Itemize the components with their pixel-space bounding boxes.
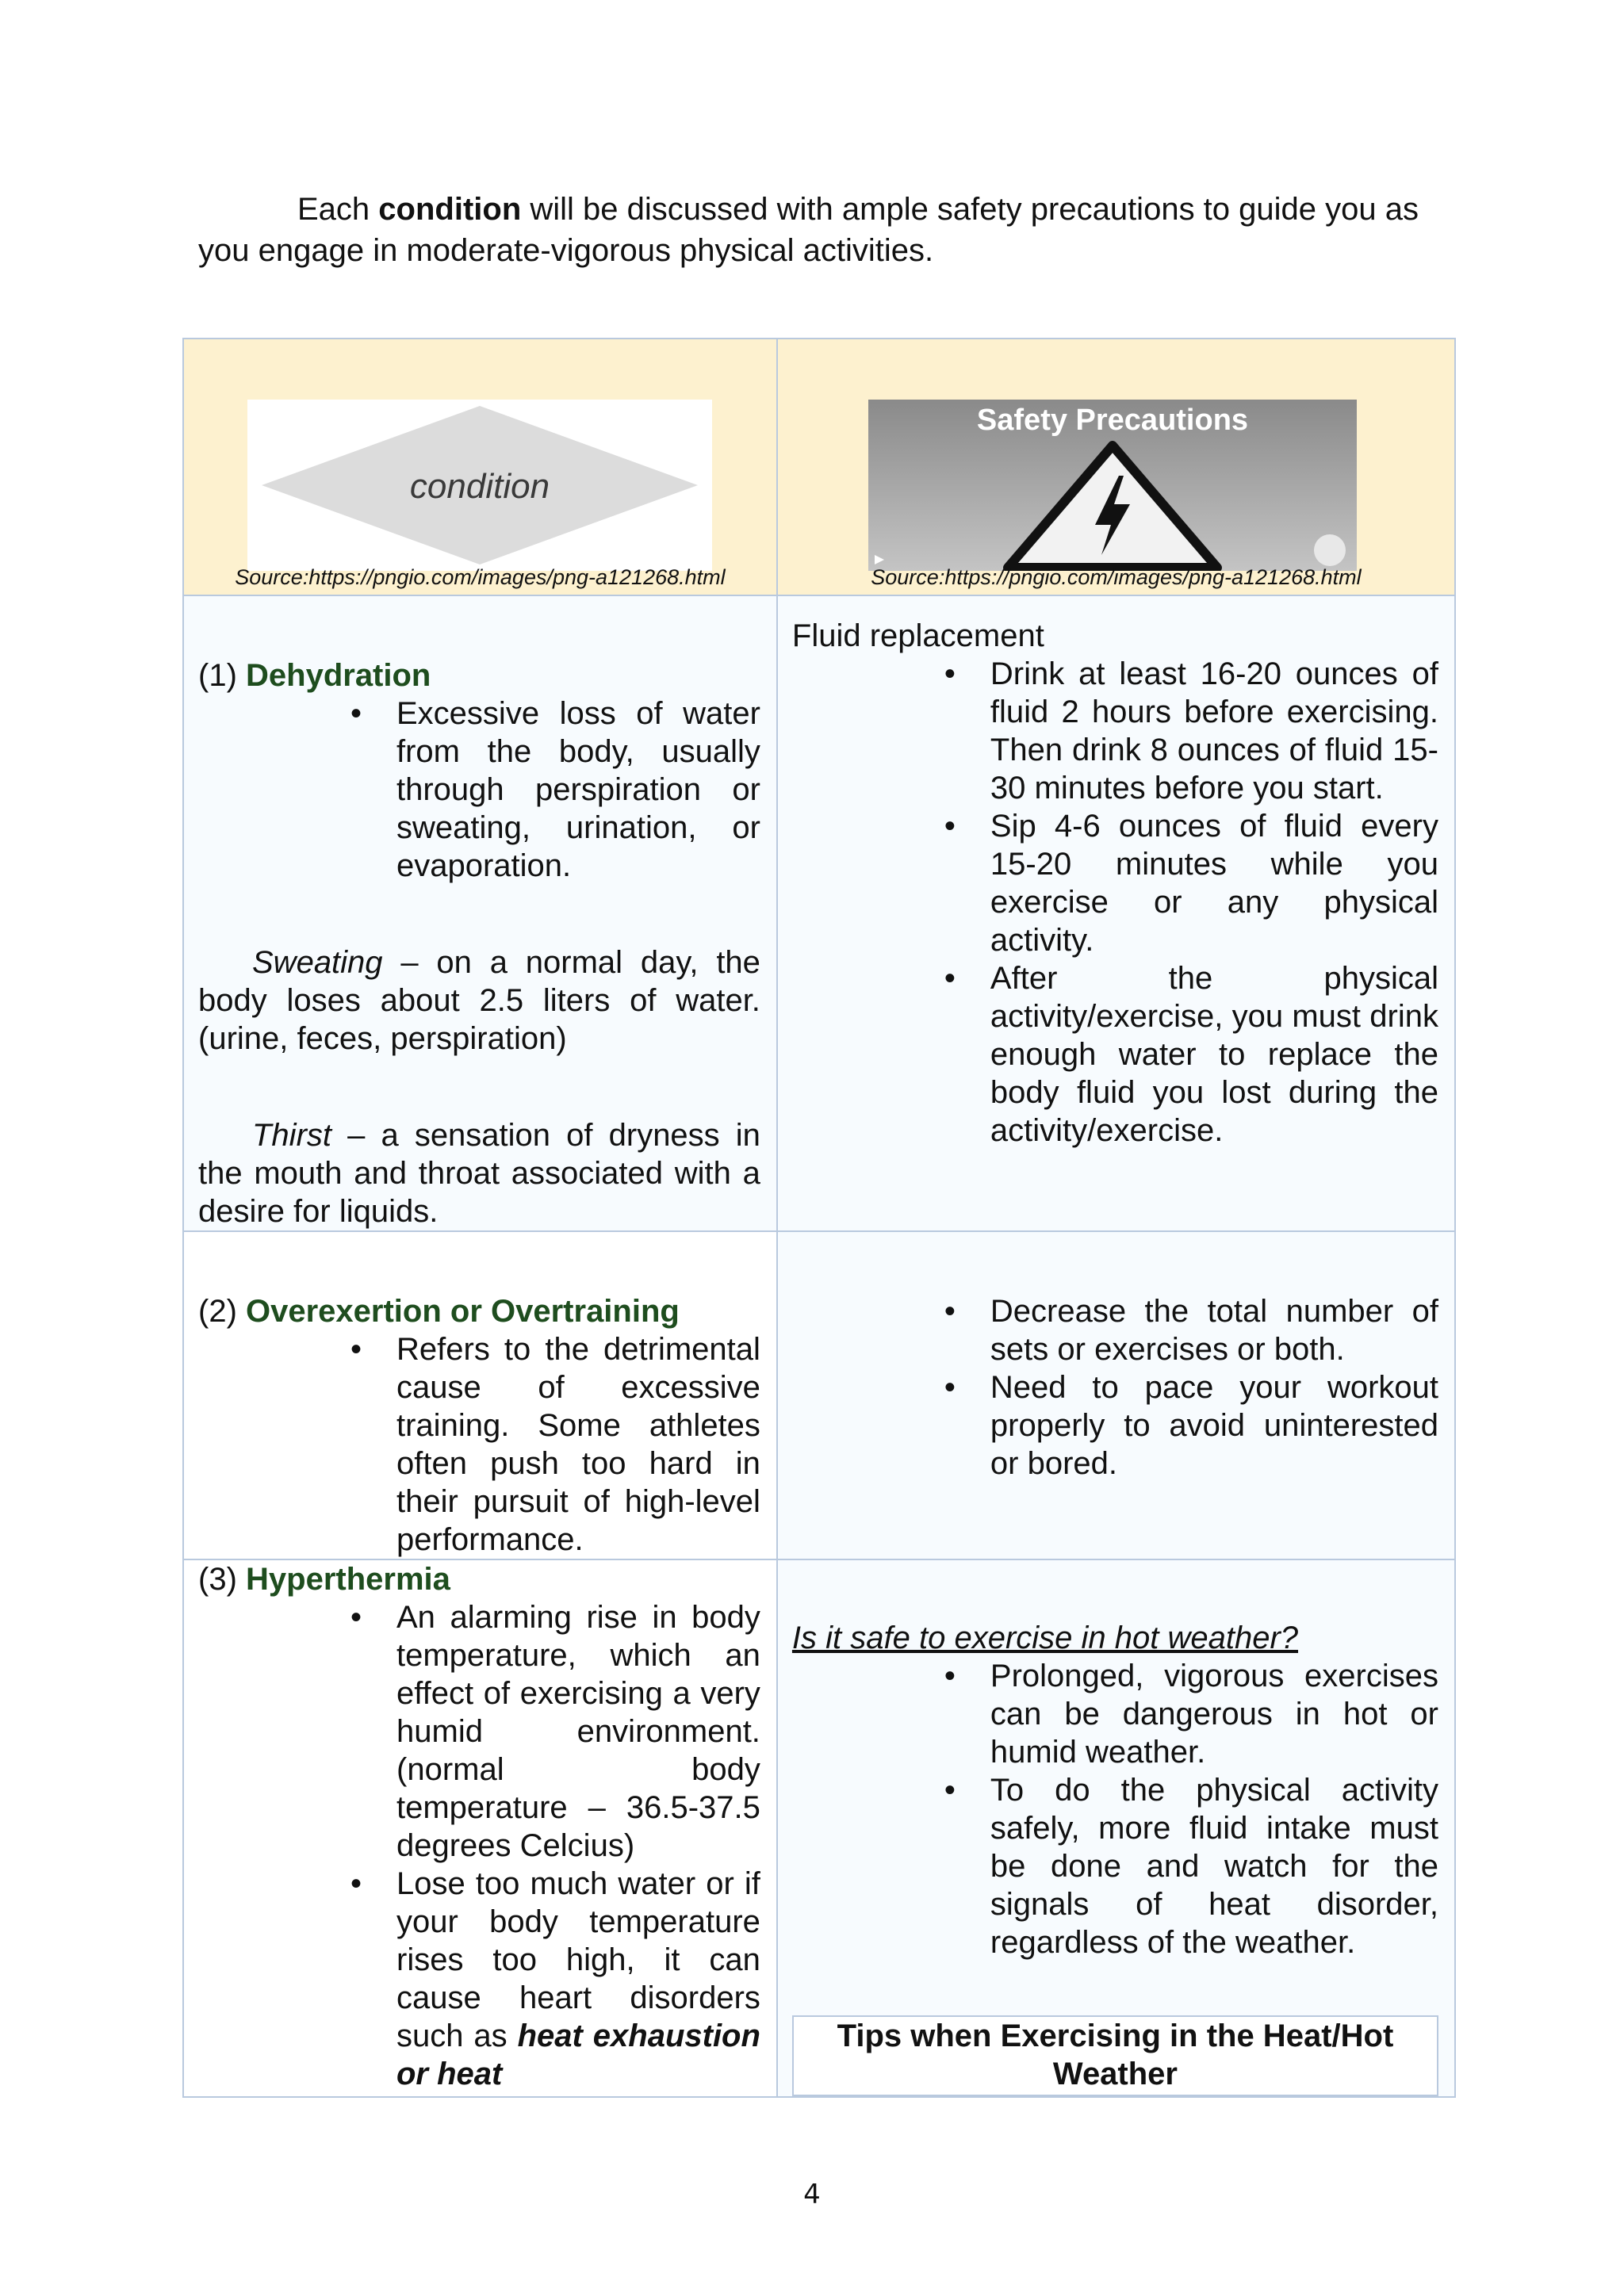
overexertion-cell bbox=[183, 1231, 777, 1559]
safety-header-cell bbox=[777, 339, 1455, 595]
list-item: • Need to pace your workout properly to avoid uninterested or bored. bbox=[990, 1368, 1438, 1483]
thirst-paragraph: Thirst – a sensation of dryness in the mouth and throat associated with a desire for liquids. bbox=[198, 1118, 760, 1229]
condition-header-cell bbox=[183, 339, 777, 595]
hyperthermia-bullets bbox=[396, 1598, 760, 2093]
list-item: • Refers to the detrimental cause of excessive training. Some athletes often push too hard in their pursuit of high-level performance. bbox=[396, 1330, 760, 1559]
left-source-caption: Source:https://pngio.com/images/png-a121268.html bbox=[235, 565, 726, 589]
intro-bold-word: condition bbox=[378, 192, 522, 227]
hot-weather-cell bbox=[777, 1559, 1455, 2097]
list-item: • Sip 4-6 ounces of fluid every 15-20 minutes while you exercise or any physical activity. bbox=[990, 807, 1438, 959]
hot-weather-question: Is it safe to exercise in hot weather? bbox=[791, 1621, 1299, 1655]
right-source-caption: Source:https://pngio.com/images/png-a121268.html bbox=[871, 565, 1362, 589]
overexertion-precautions-cell bbox=[777, 1231, 1455, 1559]
conditions-table bbox=[182, 338, 1456, 2098]
intro-before: Each bbox=[297, 192, 379, 227]
hot-weather-bullets bbox=[990, 1657, 1438, 1961]
list-item: • To do the physical activity safely, more fluid intake must be done and watch for the signals of heat disorder, regardless of the weather. bbox=[990, 1771, 1438, 1961]
table-header-row bbox=[183, 339, 1455, 595]
intro-after: will be discussed with ample safety precautions to guide you as you engage in moderate-vigorous physical activities. bbox=[198, 192, 1419, 268]
condition-diamond-image bbox=[247, 400, 712, 571]
intro-paragraph bbox=[198, 189, 1419, 271]
fluid-replacement-bullets bbox=[990, 655, 1438, 1150]
dehydration-bullets bbox=[396, 695, 760, 885]
safety-precautions-image bbox=[868, 400, 1357, 571]
dehydration-cell bbox=[183, 595, 777, 1231]
safety-image-label: Safety Precautions bbox=[976, 404, 1248, 437]
list-item: • Drink at least 16-20 ounces of fluid 2 hours before exercising. Then drink 8 ounces of fluid 15-30 minutes before you start. bbox=[990, 655, 1438, 807]
thirst-term: Thirst bbox=[252, 1118, 331, 1153]
dehydration-row bbox=[183, 595, 1455, 1231]
overexertion-heading: (2) Overexertion or Overtraining bbox=[198, 1294, 680, 1329]
heat-disorder-emphasis: heat exhaustion or heat bbox=[396, 2019, 760, 2091]
fluid-replacement-cell bbox=[777, 595, 1455, 1231]
overexertion-row bbox=[183, 1231, 1455, 1559]
fluid-replacement-heading: Fluid replacement bbox=[791, 618, 1044, 653]
hyperthermia-row bbox=[183, 1559, 1455, 2097]
list-item: • After the physical activity/exercise, you must drink enough water to replace the body fluid you lost during the activity/exercise. bbox=[990, 959, 1438, 1150]
hyperthermia-title: Hyperthermia bbox=[246, 1562, 450, 1597]
list-item: • An alarming rise in body temperature, which an effect of exercising a very humid environment. (normal body temperature – 36.5-37.5 degrees Celcius) bbox=[396, 1598, 760, 1865]
sweating-term: Sweating bbox=[252, 945, 383, 980]
hyperthermia-cell bbox=[183, 1559, 777, 2097]
overexertion-title: Overexertion or Overtraining bbox=[246, 1294, 680, 1329]
dehydration-heading: (1) Dehydration bbox=[198, 658, 431, 693]
list-item: • Prolonged, vigorous exercises can be dangerous in hot or humid weather. bbox=[990, 1657, 1438, 1771]
overexertion-bullets bbox=[396, 1330, 760, 1559]
dehydration-title: Dehydration bbox=[246, 658, 431, 693]
hyperthermia-heading: (3) Hyperthermia bbox=[198, 1562, 450, 1597]
page-number: 4 bbox=[803, 2179, 821, 2210]
list-item: • Lose too much water or if your body temperature rises too high, it can cause heart disorders such as heat exhaustion or heat bbox=[396, 1865, 760, 2093]
list-item: • Decrease the total number of sets or exercises or both. bbox=[990, 1292, 1438, 1368]
overexertion-precaution-bullets bbox=[990, 1292, 1438, 1483]
condition-image-label: condition bbox=[409, 467, 550, 506]
list-item: • Excessive loss of water from the body, usually through perspiration or sweating, urination, or evaporation. bbox=[396, 695, 760, 885]
tips-heading-box: Tips when Exercising in the Heat/Hot Weather bbox=[792, 2015, 1438, 2096]
sweating-paragraph: Sweating – on a normal day, the body loses about 2.5 liters of water. (urine, feces, perspiration) bbox=[198, 945, 760, 1056]
